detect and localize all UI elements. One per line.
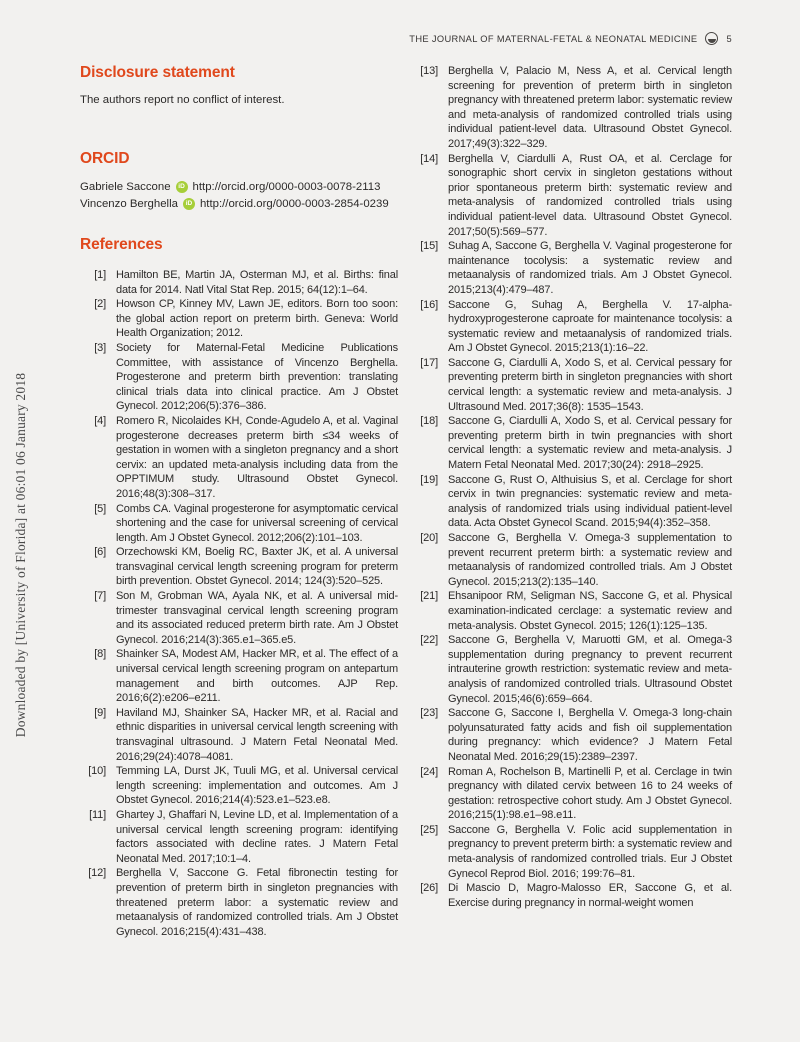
disclosure-heading: Disclosure statement [80,64,235,81]
orcid-author-name: Gabriele Saccone [80,181,171,193]
references-column-right [412,64,732,910]
reference-text: Saccone G, Ciardulli A, Xodo S, et al. Cervical pessary for preventing preterm birth in twin pregnancies with short cervical length: a systematic review and meta-analysis. J Matern Fetal Neonatal Med. 2017;30(24): 2918–2925. [448,415,732,472]
orcid-entry [80,196,398,213]
reference-text: Saccone G, Berghella V. Folic acid supplementation in pregnancy to prevent preterm birth: a systematic review and meta-analysis of randomized controlled trials. Eur J Obstet Gynecol Reprod Biol. 2016; 199:76–81. [448,823,732,880]
reference-number: [13] [420,65,438,77]
reference-text: Saccone G, Saccone I, Berghella V. Omega-3 long-chain polyunsaturated fatty acids and fish oil supplementation during pregnancy: which evidence? J Matern Fetal Neonatal Med. 2016;29(15):2389–2397. [448,707,732,763]
reference-text: Berghella V, Palacio M, Ness A, et al. Cervical length screening for prevention of preterm birth in singleton pregnancy with threatened preterm labor: systematic review and meta-analysis of randomized controlled trials using individual patient-level data. Ultrasound Obstet Gynecol. 2017;49(3):322–329. [448,65,732,150]
reference-text: Saccone G, Berghella V, Maruotti GM, et al. Omega-3 supplementation during pregnancy to prevent recurrent intrauterine growth restriction: systematic review and meta-analysis of randomized controlled trials. Ultrasound Obstet Gynecol. 2015;46(6):659–664. [448,634,732,705]
reference-number: [7] [94,590,106,603]
two-column-body [80,64,732,939]
reference-text: Saccone G, Suhag A, Berghella V. 17-alpha-hydroxyprogesterone caproate for maintenance tocolysis: a systematic review and metaanalysis of randomized trials. Am J Obstet Gynecol. 2015;213(1):16–22. [448,298,732,355]
orcid-icon: iD [183,198,195,210]
reference-text: Orzechowski KM, Boelig RC, Baxter JK, et al. A universal transvaginal cervical length screening program for preterm birth prevention. Obstet Gynecol. 2014; 124(3):520–525. [116,546,398,588]
orcid-url: http://orcid.org/0000-0003-0078-2113 [192,181,381,193]
references-column-left [80,268,398,939]
reference-number: [4] [94,414,106,427]
reference-item [412,633,732,706]
reference-number: [20] [420,532,438,544]
reference-item [412,881,732,910]
reference-number: [18] [420,415,438,428]
reference-text: Roman A, Rochelson B, Martinelli P, et al. Cerclage in twin pregnancy with dilated cervix between 16 to 24 weeks of gestation: retrospective cohort study. Am J Obstet Gynecol. 2016;215(1):98.e1–98.e11. [448,765,732,822]
journal-title: THE JOURNAL OF MATERNAL-FETAL & NEONATAL MEDICINE [409,33,698,44]
reference-text: Temming LA, Durst JK, Tuuli MG, et al. Universal cervical length screening: implementation and outcomes. Am J Obstet Gynecol. 2016;214(4):523.e1–523.e8. [116,765,398,807]
reference-number: [11] [89,808,106,821]
reference-text: Shainker SA, Modest AM, Hacker MR, et al. The effect of a universal cervical length screening program on antepartum management and birth outcomes. AJP Rep. 2016;6(2):e206–e211. [116,648,398,705]
reference-text: Ehsanipoor RM, Seligman NS, Saccone G, et al. Physical examination-indicated cerclage: a systematic review and meta-analysis. Obstet Gynecol. 2015; 126(1):125–135. [448,590,732,632]
reference-number: [3] [94,341,106,354]
reference-item [412,823,732,881]
reference-text: Haviland MJ, Shainker SA, Hacker MR, et al. Racial and ethnic disparities in universal cervical length screening with transvaginal ultrasound. J Matern Fetal Neonatal Med. 2016;29(24):4078–4081. [116,706,398,763]
reference-item [80,545,398,589]
orcid-author-name: Vincenzo Berghella [80,197,178,210]
orcid-entry [80,179,398,196]
reference-number: [1] [94,269,106,281]
reference-item [80,268,398,297]
reference-item [80,866,398,939]
orcid-heading: ORCID [80,150,130,167]
reference-text: Berghella V, Ciardulli A, Rust OA, et al. Cerclage for sonographic short cervix in singleton gestations without prior spontaneous preterm birth: systematic review and meta-analysis of randomized controlled trials using individual patient-level data. Ultrasound Obstet Gynecol. 2017;50(5):569–577. [448,152,732,238]
reference-item [412,298,732,356]
reference-item [80,706,398,764]
reference-item [412,706,732,764]
reference-text: Di Mascio D, Magro-Malosso ER, Saccone G, et al. Exercise during pregnancy in normal-weight women [448,882,732,909]
reference-text: Hamilton BE, Martin JA, Osterman MJ, et al. Births: final data for 2014. Natl Vital Stat Rep. 2015; 64(12):1–64. [116,269,398,296]
reference-number: [2] [94,298,106,311]
page-number: 5 [726,33,732,44]
reference-item [80,589,398,647]
reference-item [80,647,398,705]
reference-number: [24] [420,765,438,778]
reference-text: Ghartey J, Ghaffari N, Levine LD, et al. Implementation of a universal cervical length screening program: identifying factors associated with decline rates. J Matern Fetal Neonatal Med. 2017;10:1–4. [116,808,398,865]
reference-text: Saccone G, Rust O, Althuisius S, et al. Cerclage for short cervix in twin pregnancies: systematic review and meta-analysis of randomized trials using individual patient-level data. Acta Obstet Gynecol Scand. 2015;94(4):352–358. [448,473,732,530]
download-watermark: Downloaded by [University of Florida] at 06:01 06 January 2018 [13,372,28,738]
reference-item [412,64,732,152]
reference-number: [17] [420,356,438,369]
reference-item [412,239,732,297]
journal-logo-icon [705,32,718,45]
reference-text: Son M, Grobman WA, Ayala NK, et al. A universal mid-trimester transvaginal cervical length screening program and its associated reduced preterm birth rate. Am J Obstet Gynecol. 2016;214(3):365.e1–365.e5. [116,590,398,646]
reference-number: [23] [420,707,438,720]
reference-number: [25] [420,823,438,836]
reference-text: Society for Maternal-Fetal Medicine Publications Committee, with assistance of Vincenzo Berghella. Progesterone and preterm birth prevention: translating clinical trials data into clinical practice. Am J Obstet Gynecol. 2012;206(5):376–386. [116,341,398,413]
disclosure-body: The authors report no conflict of interest. [80,94,285,106]
reference-item [412,414,732,472]
reference-number: [9] [94,706,106,719]
reference-text: Combs CA. Vaginal progesterone for asymptomatic cervical shortening and the case for universal screening of cervical length. Am J Obstet Gynecol. 2012;206(2):101–103. [116,502,398,544]
reference-text: Saccone G, Ciardulli A, Xodo S, et al. Cervical pessary for preventing preterm birth in singleton pregnancies with short cervical length: a systematic review and meta-analysis. J Ultrasound Med. 2017;36(8): 1535–1543. [448,356,732,413]
reference-text: Howson CP, Kinney MV, Lawn JE, editors. Born too soon: the global action report on preterm birth. Geneva: World Health Organization; 2012. [116,298,398,340]
reference-item [412,531,732,589]
reference-number: [14] [420,152,438,165]
left-column [80,64,398,939]
reference-item [412,152,732,240]
reference-item [412,356,732,414]
reference-number: [22] [420,634,438,647]
reference-number: [16] [420,298,438,311]
reference-number: [5] [94,502,106,515]
references-heading: References [80,236,163,253]
reference-item [412,473,732,531]
reference-item [412,765,732,823]
reference-text: Saccone G, Berghella V. Omega-3 supplementation to prevent recurrent preterm birth: a systematic review and metaanalysis of randomized controlled trials. Am J Obstet Gynecol. 2015;213(2):135–140. [448,532,732,588]
reference-number: [21] [420,590,438,603]
reference-number: [12] [88,867,106,880]
reference-number: [6] [94,546,106,559]
reference-item [80,808,398,866]
reference-number: [15] [420,240,438,253]
reference-item [412,589,732,633]
reference-number: [10] [88,765,106,778]
reference-number: [8] [94,648,106,661]
right-column [412,64,732,939]
reference-text: Berghella V, Saccone G. Fetal fibronectin testing for prevention of preterm birth in singleton pregnancies with threatened preterm labor: a systematic review and metaanalysis of randomized controlled trials. Am J Obstet Gynecol. 2016;215(4):431–438. [116,867,398,938]
reference-item [80,502,398,546]
page-header [0,32,732,45]
reference-text: Romero R, Nicolaides KH, Conde-Agudelo A, et al. Vaginal progesterone decreases preterm birth ≤34 weeks of gestation in women with a singleton pregnancy and a short cervix: an updated meta-analysis including data from the OPPTIMUM study. Ultrasound Obstet Gynecol. 2016;48(3):308–317. [116,414,398,500]
orcid-url: http://orcid.org/0000-0003-2854-0239 [199,197,389,210]
reference-number: [26] [420,882,438,895]
reference-item [80,414,398,502]
reference-number: [19] [420,473,438,486]
reference-item [80,341,398,414]
reference-item [80,764,398,808]
reference-item [80,297,398,341]
orcid-icon: iD [176,181,188,193]
reference-text: Suhag A, Saccone G, Berghella V. Vaginal progesterone for maintenance tocolysis: a systematic review and metaanalysis of randomized trials. Am J Obstet Gynecol. 2015;213(4):479–487. [448,240,732,296]
